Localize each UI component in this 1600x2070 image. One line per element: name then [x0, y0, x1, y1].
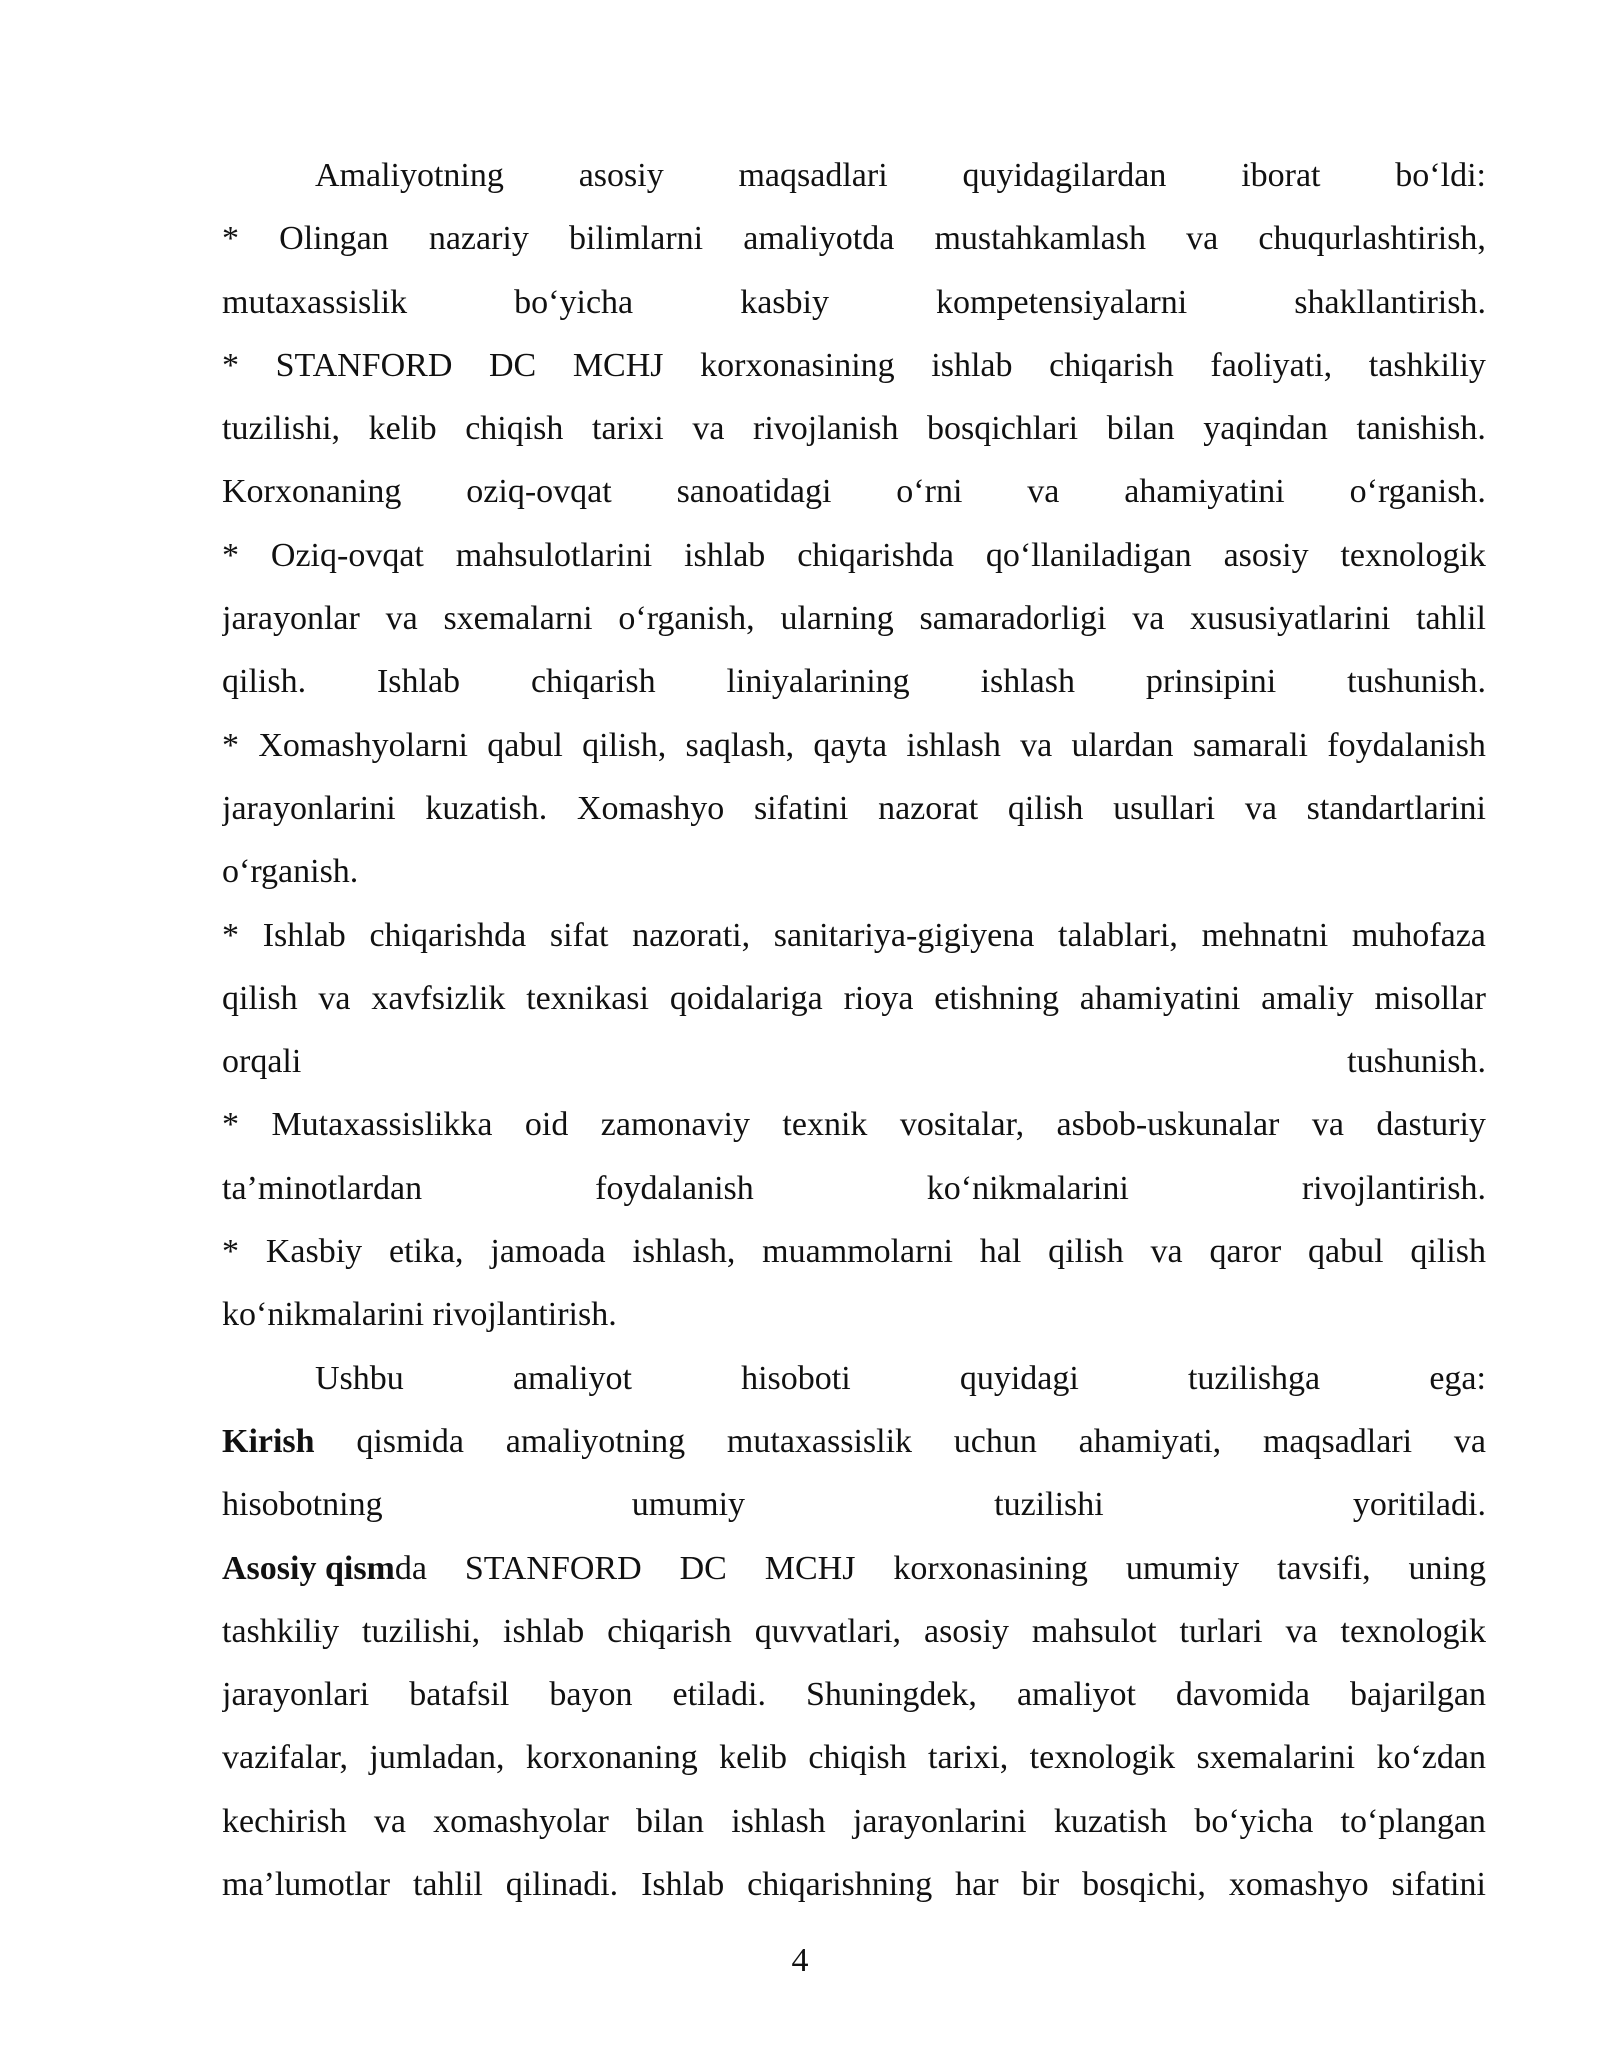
text-line: * Ishlab chiqarishda sifat nazorati, sanitariya-gigiyena talablari, mehnatni muhofaza [222, 916, 1486, 954]
text-line: * Xomashyolarni qabul qilish, saqlash, qayta ishlash va ulardan samarali foydalanish [222, 726, 1486, 764]
text-line: ko‘nikmalarini rivojlantirish. [222, 1296, 617, 1334]
text-line: ma’lumotlar tahlil qilinadi. Ishlab chiqarishning har bir bosqichi, xomashyo sifatini [222, 1866, 1486, 1904]
text-line: ta’minotlardan foydalanish ko‘nikmalarini rivojlantirish. [222, 1169, 1486, 1207]
text-line: Amaliyotning asosiy maqsadlari quyidagilardan iborat bo‘ldi: [315, 157, 1486, 194]
text-line: Ushbu amaliyot hisoboti quyidagi tuzilishga ega: [315, 1359, 1486, 1397]
page-number: 4 [791, 1942, 809, 1979]
text-line: Kirish qismida amaliyotning mutaxassislik uchun ahamiyati, maqsadlari va [222, 1422, 1486, 1460]
text-line: * Oziq-ovqat mahsulotlarini ishlab chiqarishda qo‘llaniladigan asosiy texnologik [222, 536, 1486, 574]
text-line: jarayonlar va sxemalarni o‘rganish, ularning samaradorligi va xususiyatlarini tahlil [222, 600, 1486, 638]
text-line: tuzilishi, kelib chiqish tarixi va rivojlanish bosqichlari bilan yaqindan tanishish. [222, 410, 1486, 448]
text-line: mutaxassislik bo‘yicha kasbiy kompetensiyalarni shakllantirish. [222, 283, 1486, 321]
text-line: Asosiy qismda STANFORD DC MCHJ korxonasining umumiy tavsifi, uning [222, 1549, 1486, 1587]
text-line: qilish va xavfsizlik texnikasi qoidalariga rioya etishning ahamiyatini amaliy misollar [222, 979, 1486, 1017]
text-line: Korxonaning oziq-ovqat sanoatidagi o‘rni va ahamiyatini o‘rganish. [222, 473, 1486, 511]
text-line: kechirish va xomashyolar bilan ishlash jarayonlarini kuzatish bo‘yicha to‘plangan [222, 1802, 1486, 1840]
text-line: qilish. Ishlab chiqarish liniyalarining ishlash prinsipini tushunish. [222, 663, 1486, 701]
text-line: hisobotning umumiy tuzilishi yoritiladi. [222, 1486, 1486, 1524]
text-line: * STANFORD DC MCHJ korxonasining ishlab chiqarish faoliyati, tashkiliy [222, 346, 1486, 384]
text-line: vazifalar, jumladan, korxonaning kelib chiqish tarixi, texnologik sxemalarini ko‘zdan [222, 1739, 1486, 1777]
text-line: orqali tushunish. [222, 1043, 1486, 1081]
text-line: jarayonlarini kuzatish. Xomashyo sifatini nazorat qilish usullari va standartlarini [222, 789, 1486, 827]
body-text [222, 144, 1486, 1916]
text-line: * Kasbiy etika, jamoada ishlash, muammolarni hal qilish va qaror qabul qilish [222, 1233, 1486, 1271]
text-line: * Olingan nazariy bilimlarni amaliyotda mustahkamlash va chuqurlashtirish, [222, 220, 1486, 258]
text-line: * Mutaxassislikka oid zamonaviy texnik vositalar, asbob-uskunalar va dasturiy [222, 1106, 1486, 1144]
text-line: tashkiliy tuzilishi, ishlab chiqarish quvvatlari, asosiy mahsulot turlari va texnologik [222, 1612, 1486, 1650]
text-line: o‘rganish. [222, 853, 359, 891]
text-line: jarayonlari batafsil bayon etiladi. Shuningdek, amaliyot davomida bajarilgan [222, 1676, 1486, 1714]
